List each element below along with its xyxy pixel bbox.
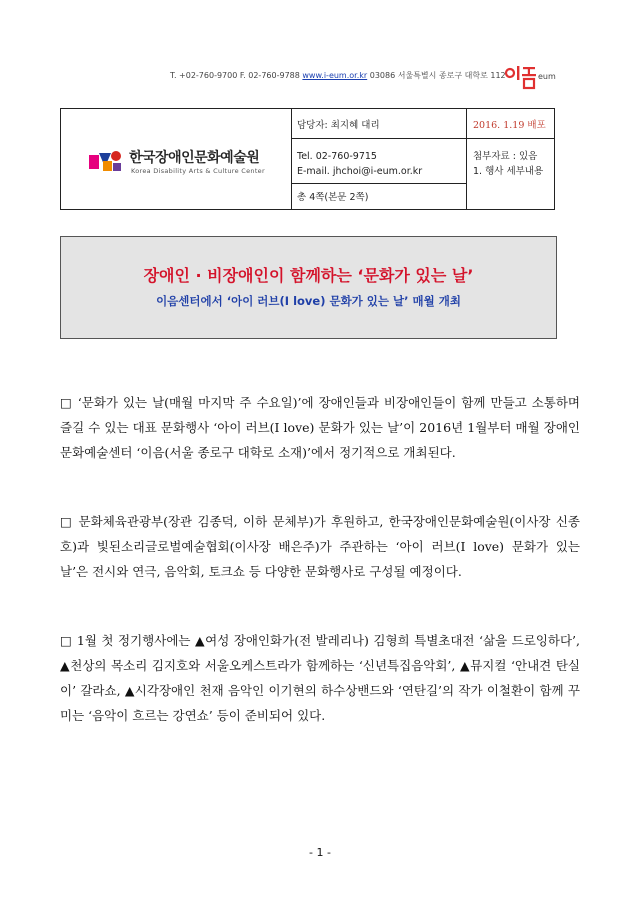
headline-subtitle: 이음센터에서 ‘아이 러브(I love) 문화가 있는 날’ 매월 개최 (156, 294, 461, 308)
body-paragraph-1: □ ‘문화가 있는 날(매월 마지막 주 수요일)’에 장애인들과 비장애인들이 함께 만들고 소통하며 즐길 수 있는 대표 문화행사 ‘아이 러브(I love) 문화가 있는 날’이 2016년 1월부터 매월 장애인문화예술센터 ‘이음(서울 종로구 대학로 소재)’에서 정기적으로 개최된다. (60, 395, 580, 460)
contact-email[interactable]: E-mail. jhchoi@i-eum.or.kr (297, 166, 423, 177)
release-date: 2016. 1.19 배포 (473, 120, 546, 131)
body-paragraph-3: □ 1월 첫 정기행사에는 ▲여성 장애인화가(전 발레리나) 김형희 특별초대전 ‘삶을 드로잉하다’, ▲천상의 목소리 김지호와 서울오케스트라가 함께하는 ‘신년특집음악회’, ▲뮤지컬 ‘안내견 탄실이’ 갈라쇼, ▲시각장애인 천재 음악인 이기현의 하수상밴드와 ‘연탄길’의 작가 이철환이 함께 꾸미는 ‘음악이 흐르는 강연쇼’ 등이 준비되어 있다. (60, 633, 580, 723)
divider (291, 138, 554, 139)
body-paragraph-2: □ 문화체육관광부(장관 김종덕, 이하 문체부)가 후원하고, 한국장애인문화예술원(이사장 신종호)과 빛된소리글로벌예술협회(이사장 배은주)가 주관하는 ‘아이 러브(I love) 문화가 있는 날’은 전시와 연극, 음악회, 토크쇼 등 다양한 문화행사로 구성될 예정이다. (60, 514, 580, 579)
org-logo (61, 109, 292, 209)
ieum-logo (504, 62, 564, 92)
ieum-logo-text: eum (538, 72, 556, 81)
page-number: - 1 - (309, 846, 331, 859)
contact-phone-fax: T. +02-760-9700 F. 02-760-9788 (170, 71, 300, 80)
page-count: 총 4쪽(본문 2쪽) (297, 192, 369, 203)
address-text: 03086 서울특별시 종로구 대학로 112 (369, 71, 506, 80)
press-info-box (60, 108, 555, 210)
headline-title: 장애인 · 비장애인이 함께하는 ‘문화가 있는 날’ (143, 266, 474, 285)
headline-box (60, 236, 557, 339)
contact-person: 담당자: 최지혜 대리 (297, 120, 380, 131)
org-name-ko: 한국장애인문화예술원 (129, 150, 260, 166)
org-name-en: Korea Disability Arts & Culture Center (131, 167, 265, 175)
contact-header (170, 70, 560, 81)
attachment-info (473, 149, 543, 179)
divider (291, 183, 466, 184)
ieum-logo-mark (504, 62, 538, 92)
divider (466, 109, 467, 209)
attachment-item: 1. 행사 세부내용 (473, 166, 544, 177)
org-logo-icon (89, 147, 123, 175)
attachment-label: 첨부자료 : 있음 (473, 151, 538, 162)
contact-details (297, 149, 422, 179)
website-link[interactable]: www.i-eum.or.kr (302, 71, 368, 80)
contact-tel: Tel. 02-760-9715 (297, 151, 377, 162)
